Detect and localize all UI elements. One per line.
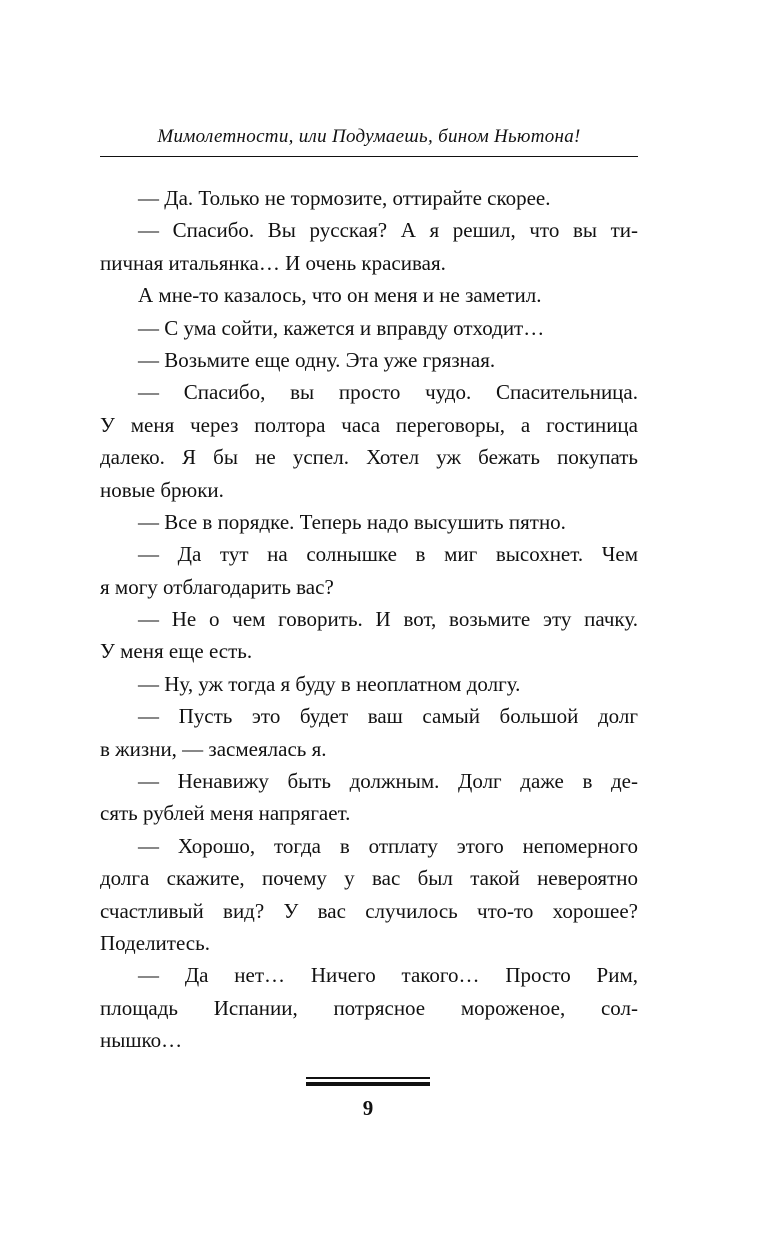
text-line [100, 571, 638, 603]
text-line [100, 700, 638, 732]
page-number: 9 [362, 1096, 374, 1120]
text-line [100, 992, 638, 1024]
text-line [100, 441, 638, 473]
text-line-content: далеко. Я бы не успел. Хотел уж бежать покупать [100, 445, 638, 470]
text-line [100, 668, 638, 700]
text-line [100, 376, 638, 408]
text-line-content: — Да тут на солнышке в миг высохнет. Чем [138, 542, 638, 567]
text-line [100, 765, 638, 797]
text-line-content: новые брюки. [100, 477, 224, 502]
text-line [100, 959, 638, 991]
text-line-content: — Спасибо. Вы русская? А я решил, что вы ти- [138, 218, 638, 243]
text-line-content: — Хорошо, тогда в отплату этого непомерного [138, 833, 638, 858]
text-line-content: площадь Испании, потрясное мороженое, сол- [100, 995, 638, 1020]
text-line-content: — Спасибо, вы просто чудо. Спасительница. [138, 380, 638, 405]
text-line [100, 344, 638, 376]
text-line [100, 279, 638, 311]
text-line-content: я могу отблагодарить вас? [100, 574, 334, 599]
text-line-content: У меня через полтора часа переговоры, а гостиница [100, 412, 638, 437]
text-line-content: — Пусть это будет ваш самый большой долг [138, 704, 638, 729]
text-line [100, 506, 638, 538]
text-line-content: счастливый вид? У вас случилось что-то хорошее? [100, 898, 638, 923]
text-line [100, 635, 638, 667]
text-line-content: Поделитесь. [100, 930, 210, 955]
text-line-content: пичная итальянка… И очень красивая. [100, 250, 446, 275]
text-line-content: нышко… [100, 1028, 183, 1053]
text-line-content: У меня еще есть. [100, 639, 253, 664]
text-line [100, 862, 638, 894]
text-line-content: — С ума сойти, кажется и вправду отходит… [138, 315, 545, 340]
text-line-content: — Да нет… Ничего такого… Просто Рим, [138, 963, 638, 988]
text-line [100, 182, 638, 214]
text-line [100, 312, 638, 344]
text-line [100, 247, 638, 279]
text-line [100, 538, 638, 570]
text-line-content: — Все в порядке. Теперь надо высушить пятно. [138, 509, 566, 534]
text-line-content: — Ненавижу быть должным. Долг даже в де- [138, 769, 638, 794]
text-line-content: А мне-то казалось, что он меня и не заметил. [138, 283, 542, 308]
text-line [100, 830, 638, 862]
text-line-content: — Ну, уж тогда я буду в неоплатном долгу. [138, 671, 521, 696]
text-line-content: — Да. Только не тормозите, оттирайте скорее. [138, 186, 551, 210]
text-line [100, 1024, 638, 1056]
text-line [100, 474, 638, 506]
text-line [100, 895, 638, 927]
page-body-text [100, 182, 638, 1057]
text-line [100, 927, 638, 959]
text-line-content: в жизни, — засмеялась я. [100, 736, 327, 761]
text-line [100, 603, 638, 635]
text-line-content: — Возьмите еще одну. Эта уже грязная. [138, 347, 496, 372]
text-line [100, 733, 638, 765]
footer-rule-thick [306, 1082, 430, 1086]
text-line [100, 409, 638, 441]
footer-rule-thin [306, 1077, 430, 1079]
header-rule [100, 156, 638, 157]
running-header: Мимолетности, или Подумаешь, бином Ньютона! [157, 126, 581, 147]
text-line-content: долга скажите, почему у вас был такой невероятно [100, 866, 638, 891]
text-line [100, 214, 638, 246]
text-line [100, 797, 638, 829]
text-line-content: сять рублей меня напрягает. [100, 801, 351, 826]
text-line-content: — Не о чем говорить. И вот, возьмите эту пачку. [138, 607, 638, 632]
